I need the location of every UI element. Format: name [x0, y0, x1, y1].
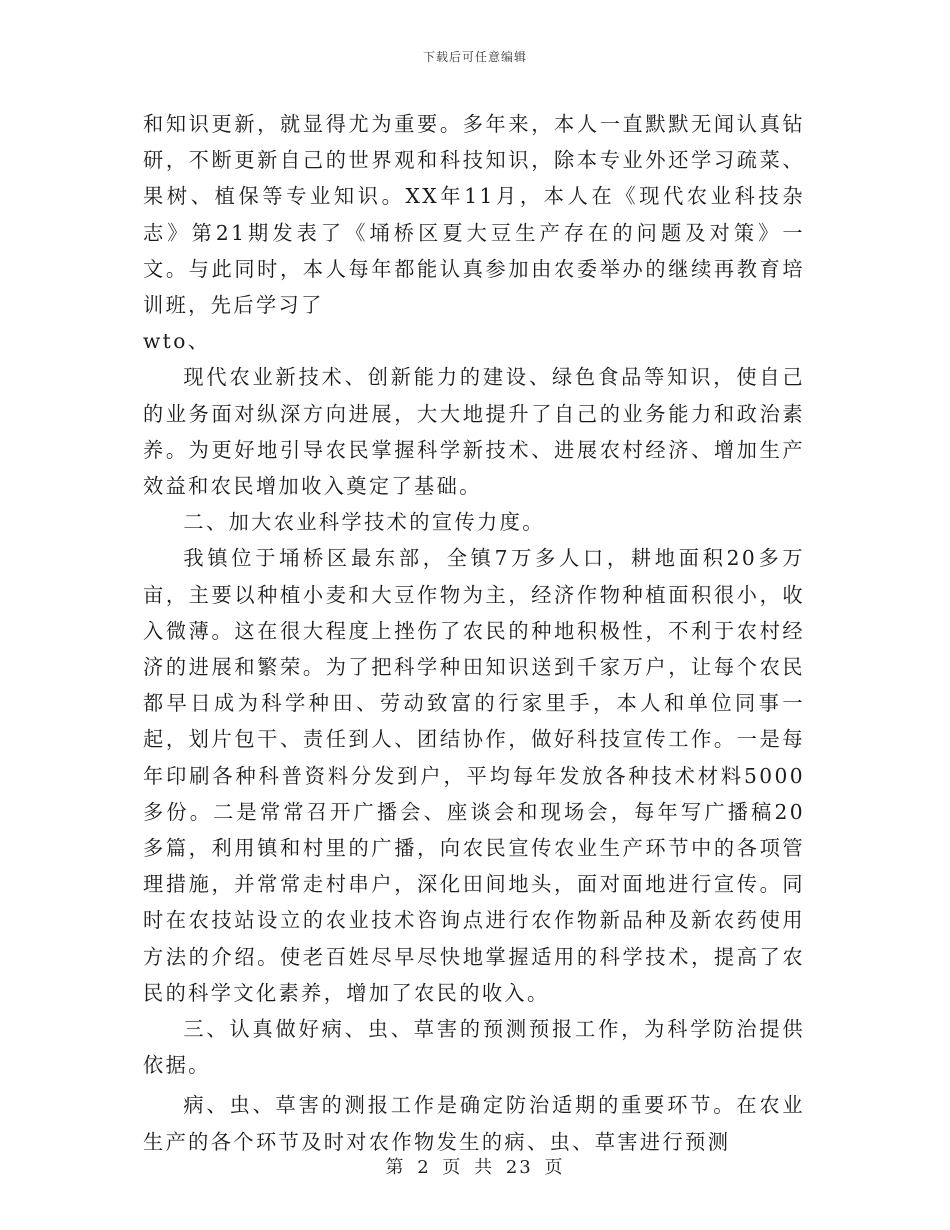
section-heading-3: 三、认真做好病、虫、草害的预测预报工作，为科学防治提供依据。: [143, 1017, 805, 1078]
paragraph-modern-agriculture: 现代农业新技术、创新能力的建设、绿色食品等知识，使自己的业务面对纵深方向进展，大大地提升了自己的业务能力和政治素养。为更好地引导农民掌握科学新技术、进展农村经济、增加生产效益和农民增加收入奠定了基础。: [143, 365, 805, 499]
paragraph-wto: wto、: [143, 329, 211, 354]
section-heading-2: 二、加大农业科学技术的宣传力度。: [183, 510, 545, 535]
paragraph-continuation: 和知识更新，就显得尤为重要。多年来，本人一直默默无闻认真钻研，不断更新自己的世界观和科技知识，除本专业外还学习疏菜、果树、植保等专业知识。XX年11月，本人在《现代农业科技杂志》第21期发表了《埇桥区夏大豆生产存在的问题及对策》一文。与此同时，本人每年都能认真参加由农委举办的继续再教育培训班，先后学习了: [143, 112, 805, 318]
page-header: 下载后可任意编辑: [422, 50, 527, 64]
page-number-footer: 第 2 页 共 23 页: [385, 1157, 565, 1178]
paragraph-pest-forecast: 病、虫、草害的测报工作是确定防治适期的重要环节。在农业生产的各个环节及时对农作物发生的病、虫、草害进行预测: [143, 1093, 805, 1154]
document-body: [143, 106, 805, 1160]
paragraph-town-overview: 我镇位于埇桥区最东部，全镇7万多人口，耕地面积20多万亩，主要以种植小麦和大豆作物为主，经济作物种植面积很小，收入微薄。这在很大程度上挫伤了农民的种地积极性，不利于农村经济的进展和繁荣。为了把科学种田知识送到千家万户，让每个农民都早日成为科学种田、劳动致富的行家里手，本人和单位同事一起，划片包干、责任到人、团结协作，做好科技宣传工作。一是每年印刷各种科普资料分发到户，平均每年发放各种技术材料5000多份。二是常常召开广播会、座谈会和现场会，每年写广播稿20多篇，利用镇和村里的广播，向农民宣传农业生产环节中的各项管理措施，并常常走村串户，深化田间地头，面对面地进行宣传。同时在农技站设立的农业技术咨询点进行农作物新品种及新农药使用方法的介绍。使老百姓尽早尽快地掌握适用的科学技术，提高了农民的科学文化素养，增加了农民的收入。: [143, 546, 805, 1005]
